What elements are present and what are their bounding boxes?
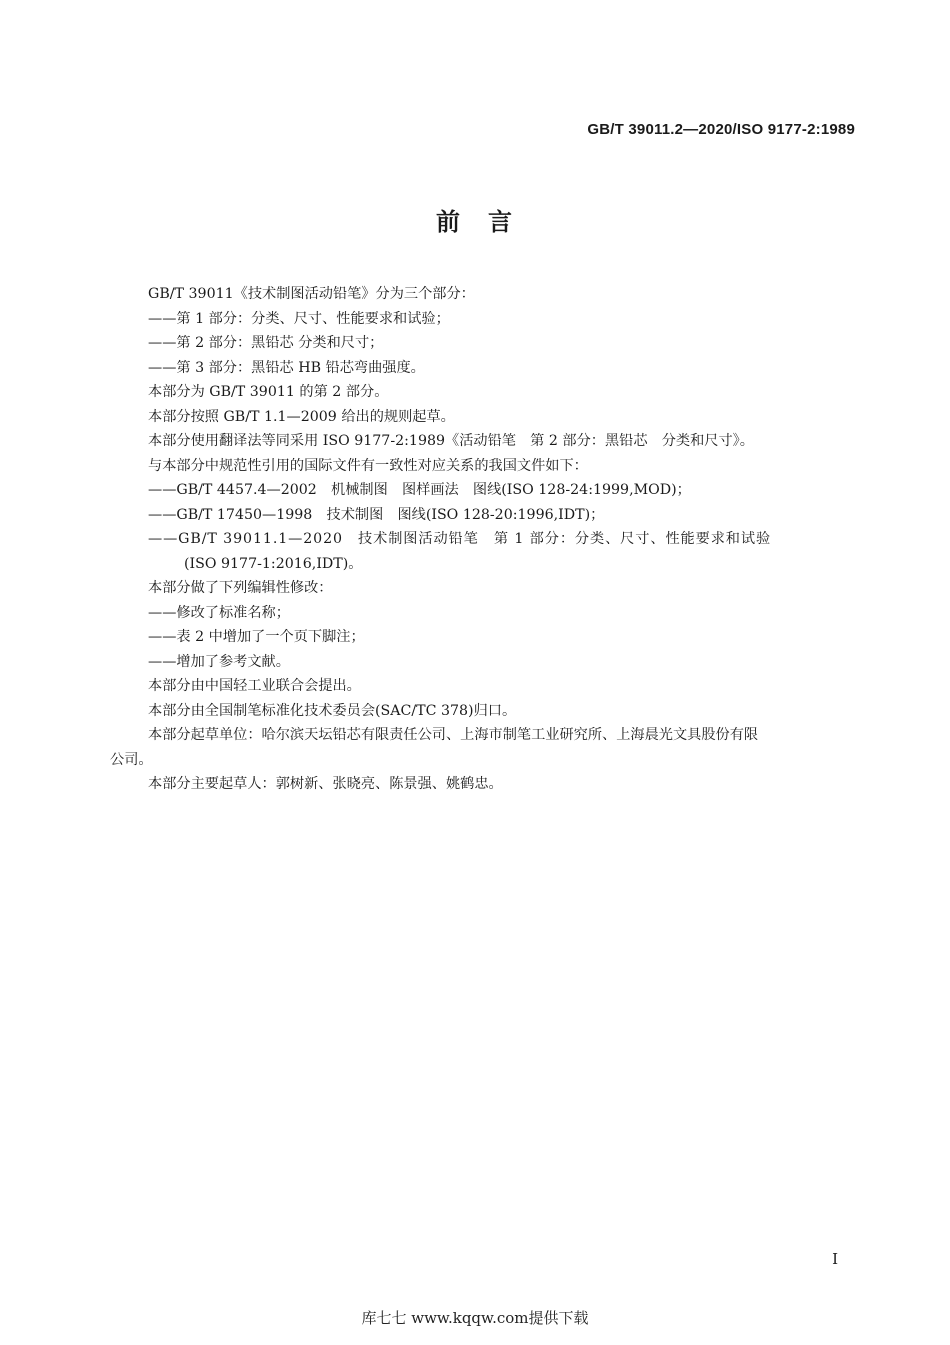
paragraph-drafters: 本部分主要起草人：郭树新、张晓亮、陈景强、姚鹤忠。	[148, 776, 503, 792]
list-item-ref-4457: ——GB/T 4457.4—2002 机械制图 图样画法 图线(ISO 128-24:1999,MOD)；	[148, 482, 691, 498]
paragraph-editorial-changes: 本部分做了下列编辑性修改：	[148, 580, 333, 596]
paragraph-proposer: 本部分由中国轻工业联合会提出。	[148, 678, 361, 694]
list-item-change-name: ——修改了标准名称；	[148, 604, 290, 621]
list-item-part-1: ——第 1 部分：分类、尺寸、性能要求和试验；	[148, 310, 450, 327]
paragraph-drafting-rules: 本部分按照 GB/T 1.1—2009 给出的规则起草。	[148, 408, 455, 425]
paragraph-part-statement: 本部分为 GB/T 39011 的第 2 部分。	[148, 384, 389, 400]
preface-body	[110, 282, 855, 797]
page-number: I	[832, 1250, 838, 1268]
list-item-ref-17450: ——GB/T 17450—1998 技术制图 图线(ISO 128-20:1996,IDT)；	[148, 506, 605, 523]
list-item-part-2: ——第 2 部分：黑铅芯 分类和尺寸；	[148, 335, 384, 351]
list-item-change-bibliography: ——增加了参考文献。	[148, 653, 290, 670]
page-title: 前 言	[436, 208, 514, 236]
paragraph-adoption: 本部分使用翻译法等同采用 ISO 9177-2:1989《活动铅笔 第 2 部分：黑铅芯 分类和尺寸》。	[148, 433, 754, 449]
paragraph-drafting-units-cont: 公司。	[110, 751, 153, 768]
list-item-ref-39011-1: ——GB/T 39011.1—2020 技术制图活动铅笔 第 1 部分：分类、尺寸、性能要求和试验	[148, 531, 772, 547]
paragraph-intro: GB/T 39011《技术制图活动铅笔》分为三个部分：	[148, 286, 475, 302]
list-item-part-3: ——第 3 部分：黑铅芯 HB 铅芯弯曲强度。	[148, 359, 425, 376]
paragraph-corresponding-docs: 与本部分中规范性引用的国际文件有一致性对应关系的我国文件如下：	[148, 457, 588, 474]
list-item-ref-39011-1-cont: (ISO 9177-1:2016,IDT)。	[184, 555, 363, 572]
paragraph-drafting-units: 本部分起草单位：哈尔滨天坛铅芯有限责任公司、上海市制笔工业研究所、上海晨光文具股份有限	[148, 727, 759, 743]
list-item-change-footnote: ——表 2 中增加了一个页下脚注；	[148, 629, 365, 645]
paragraph-committee: 本部分由全国制笔标准化技术委员会(SAC/TC 378)归口。	[148, 702, 517, 719]
standard-code-header: GB/T 39011.2—2020/ISO 9177-2:1989	[587, 121, 855, 138]
watermark-footer: 库七七 www.kqqw.com提供下载	[361, 1309, 589, 1327]
